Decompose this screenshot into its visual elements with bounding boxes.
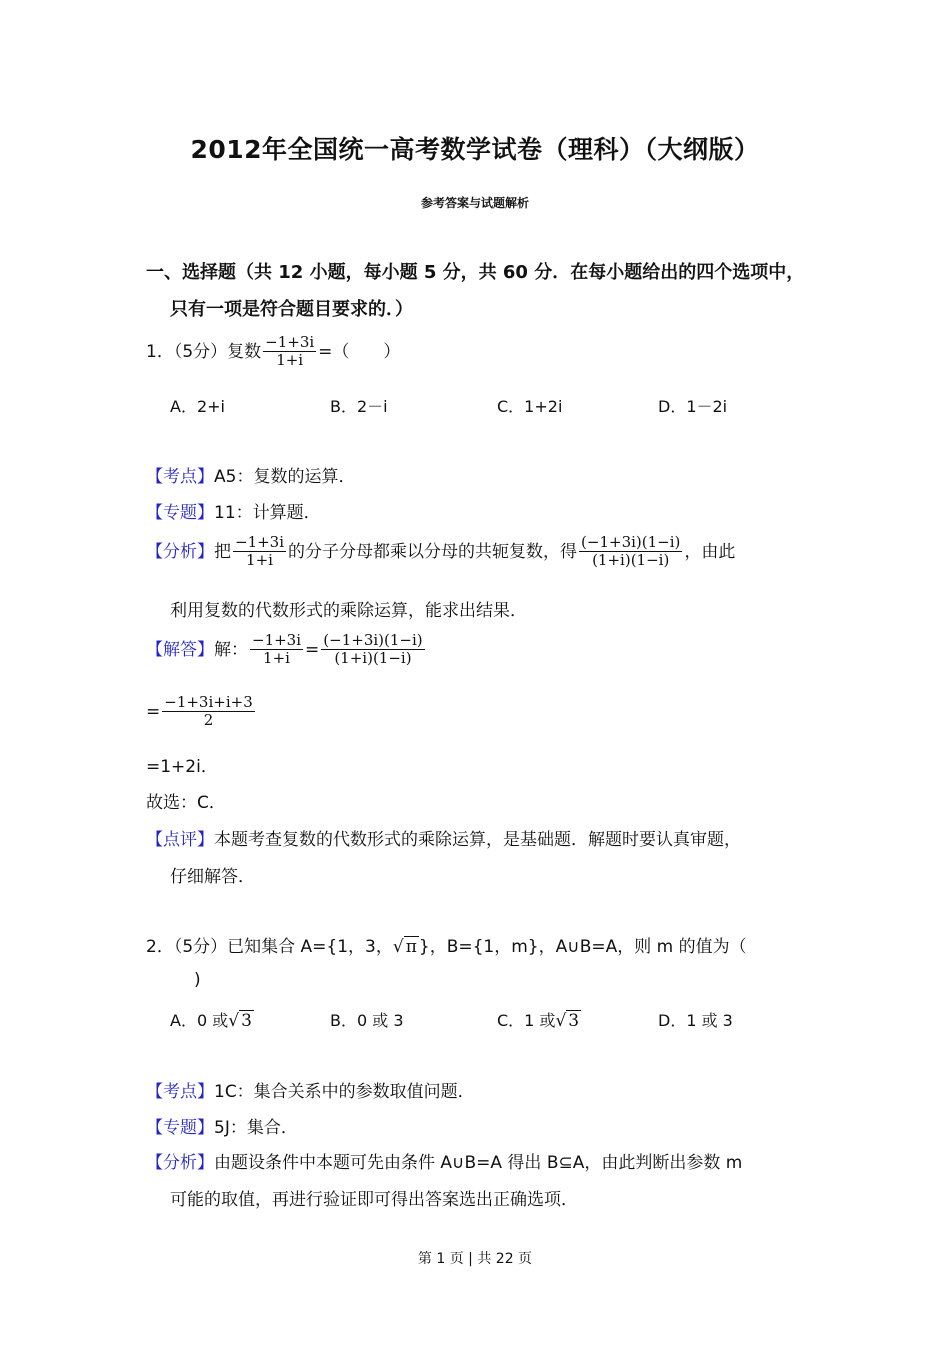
fenxi-tag: 【分析】 (146, 541, 214, 562)
q1-answer: 故选：C． (146, 793, 226, 813)
sqrt-3: √ 3 (228, 1011, 252, 1031)
page-subtitle: 参考答案与试题解析 (420, 196, 529, 210)
zhuanti-text: 5J：集合． (214, 1118, 298, 1138)
fenxi-tag: 【分析】 (146, 1153, 214, 1173)
fraction-denominator: 1+i (246, 551, 273, 570)
jieda-fraction-2 (321, 632, 424, 668)
q2-option-b: B．0 或 3 (330, 1011, 404, 1030)
sqrt-3: √ 3 (555, 1011, 580, 1031)
q2-fenxi-line2: 可能的取值，再进行验证即可得出答案选出正确选项． (170, 1190, 578, 1210)
sqrt-pi: √ π (392, 937, 417, 957)
q2-option-c (497, 1008, 581, 1031)
q2-option-d: D．1 或 3 (658, 1011, 733, 1030)
fraction-numerator: −1+3i+i+3 (164, 693, 253, 711)
question-2-prefix: 2．（5分）已知集合 A={1，3， (146, 937, 393, 957)
q1-option-c: C．1+2i (497, 397, 563, 416)
radicand: 3 (241, 1011, 252, 1031)
kaodian-tag: 【考点】 (146, 467, 214, 487)
q1-option-d: D．1－2i (658, 397, 728, 416)
fraction-denominator: 2 (203, 711, 214, 730)
zhuanti-text: 11：计算题． (214, 503, 321, 523)
q1-option-b: B．2－i (330, 397, 388, 416)
zhuanti-tag: 【专题】 (146, 1118, 214, 1138)
q1-option-a: A．2+i (170, 397, 225, 416)
fraction-numerator: −1+3i (265, 333, 315, 351)
fenxi-fraction-1 (233, 534, 286, 570)
section-heading-line2: 只有一项是符合题目要求的．） (170, 299, 413, 320)
kaodian-text: A5：复数的运算． (214, 467, 356, 487)
q1-step-3: =1+2i． (146, 757, 218, 777)
equals-sign: = (305, 639, 320, 660)
fenxi-text-a: 把 (214, 541, 231, 562)
fraction-denominator: 1+i (276, 351, 304, 370)
fraction-denominator: 1+i (263, 649, 290, 668)
q2-option-a (170, 1008, 254, 1031)
question-2 (146, 932, 747, 957)
section-heading-line1: 一、选择题（共 12 小题，每小题 5 分，共 60 分．在每小题给出的四个选项中， (146, 262, 805, 283)
fraction-numerator: (−1+3i)(1−i) (581, 533, 681, 551)
q2-kaodian (146, 1077, 475, 1102)
kaodian-text: 1C：集合关系中的参数取值问题． (214, 1082, 475, 1102)
jieda-text: 解： (214, 639, 248, 660)
q1-dianping-line2: 仔细解答． (170, 867, 255, 887)
fenxi-text-b: 的分子分母都乘以分母的共轭复数，得 (288, 541, 578, 562)
page-footer: 第 1 页 | 共 22 页 (417, 1251, 533, 1267)
step-2-fraction (162, 694, 255, 730)
q1-fenxi (146, 534, 735, 570)
q1-jieda (146, 632, 427, 668)
q1-kaodian (146, 462, 355, 487)
fraction-numerator: −1+3i (252, 631, 302, 649)
q1-step-2 (146, 694, 257, 730)
option-a-text: A．0 或 (170, 1011, 229, 1030)
question-1 (146, 334, 400, 370)
q1-zhuanti (146, 498, 321, 523)
jieda-tag: 【解答】 (146, 639, 214, 660)
dianping-text: 本题考查复数的代数形式的乘除运算，是基础题．解题时要认真审题， (214, 830, 741, 850)
question-1-prefix: 1．（5分）复数 (146, 341, 262, 362)
q1-fenxi-line2: 利用复数的代数形式的乘除运算，能求出结果． (170, 601, 527, 621)
radicand: 3 (568, 1011, 580, 1031)
page-title: 2012年全国统一高考数学试卷（理科）（大纲版） (190, 135, 760, 164)
question-1-suffix: =（ ） (318, 341, 401, 362)
fraction-denominator: (1+i)(1−i) (334, 649, 412, 668)
dianping-tag: 【点评】 (146, 830, 214, 850)
question-2-suffix: }，B={1，m}，A∪B=A，则 m 的值为（ (418, 937, 747, 957)
q2-fenxi (146, 1148, 742, 1173)
kaodian-tag: 【考点】 (146, 1082, 214, 1102)
fenxi-text-c: ，由此 (684, 541, 736, 562)
equals-sign: = (146, 701, 161, 722)
q2-zhuanti (146, 1113, 298, 1138)
fraction-numerator: (−1+3i)(1−i) (323, 631, 423, 649)
fenxi-fraction-2 (579, 534, 682, 570)
radicand: π (405, 937, 417, 957)
zhuanti-tag: 【专题】 (146, 503, 214, 523)
question-1-fraction (263, 334, 316, 370)
question-2-line2: ) (194, 970, 201, 990)
fraction-denominator: (1+i)(1−i) (592, 551, 670, 570)
option-c-text: C．1 或 (497, 1011, 556, 1030)
fenxi-text: 由题设条件中本题可先由条件 A∪B=A 得出 B⊆A，由此判断出参数 m (214, 1153, 743, 1173)
fraction-numerator: −1+3i (235, 533, 285, 551)
jieda-fraction-1 (250, 632, 303, 668)
q1-dianping (146, 825, 741, 850)
